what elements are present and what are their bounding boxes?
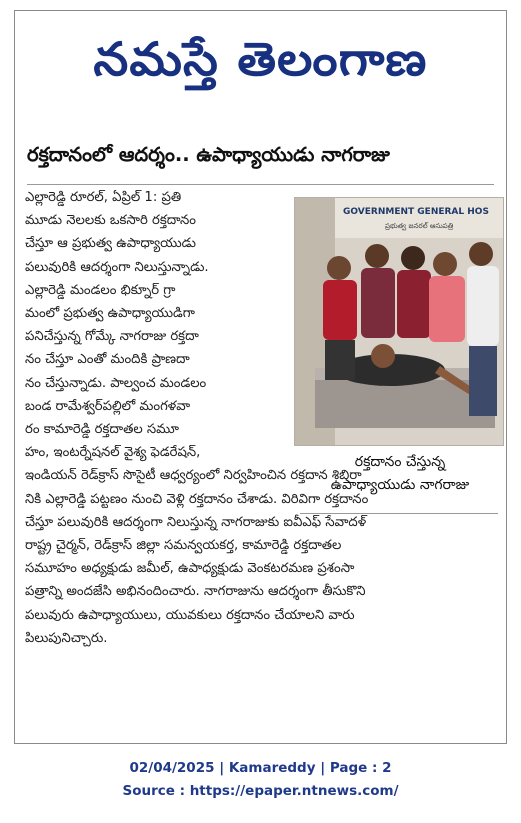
- blood-donation-photo: [295, 198, 504, 446]
- article-photo: [294, 197, 504, 446]
- footer-source-line: Source : https://epaper.ntnews.com/: [122, 783, 399, 799]
- article-text-line: మంలో ప్రభుత్వ ఉపాధ్యాయుడిగా: [25, 306, 195, 321]
- newspaper-clipping: [14, 10, 507, 744]
- article-text-line: చేస్తూ ఆ ప్రభుత్వ ఉపాధ్యాయుడు: [25, 236, 196, 252]
- article-text-line: పలువురు ఉపాధ్యాయులు, యువకులు రక్తదానం చేయాలని వారు: [25, 607, 355, 623]
- article-text-line: మూడు నెలలకు ఒకసారి రక్తదానం: [25, 213, 196, 229]
- photo-caption-line-2: ఉపాధ్యాయుడు నాగరాజు: [330, 477, 470, 493]
- footer-date-line: 02/04/2025 | Kamareddy | Page : 2: [129, 760, 392, 776]
- photo-caption-line-1: రక్తదానం చేస్తున్న: [354, 454, 446, 470]
- article-text-line: నం చేస్తున్నాడు. పాల్వంచ మండలం: [25, 375, 207, 391]
- hospital-sign-subtext: ప్రభుత్వ జనరల్ ఆసుపత్రి: [385, 222, 454, 230]
- article-text-line: బండ రామేశ్వర్‌పల్లిలో మంగళవా: [25, 398, 191, 414]
- photo-caption: [300, 451, 500, 497]
- article-text-line: పనిచేస్తున్న గోమ్కే నాగరాజు రక్తదా: [25, 329, 199, 345]
- caption-divider: [300, 513, 498, 514]
- headline-divider: [27, 184, 494, 185]
- article-text-line: చేస్తూ పలువురికి ఆదర్శంగా నిలుస్తున్న నాగరాజుకు ఐవీఎఫ్ సేవాదళ్: [25, 514, 367, 530]
- article-text-line: పలువురికి ఆదర్శంగా నిలుస్తున్నాడు.: [25, 259, 209, 275]
- hospital-sign-text: GOVERNMENT GENERAL HOS: [343, 207, 489, 217]
- article-text-line: పిలుపునిచ్చారు.: [25, 630, 108, 646]
- article-text-line: రాష్ట్ర చైర్మన్, రెడ్‌క్రాస్ జిల్లా సమన్వయకర్త, కామారెడ్డి రక్తదాతల: [25, 538, 342, 553]
- article-headline: రక్తదానంలో ఆదర్శం.. ఉపాధ్యాయుడు నాగరాజు: [27, 143, 390, 166]
- article-text-line: ఇండియన్ రెడ్‌క్రాస్ సొసైటీ ఆధ్వర్యంలో నిర్వహించిన రక్తదాన శిబిరా: [25, 468, 362, 484]
- masthead-logo: నమస్తే తెలంగాణ: [93, 32, 428, 86]
- article-text-line: సమూహం అధ్యక్షుడు జమీల్, ఉపాధ్యక్షుడు వెంకటరమణ ప్రశంసా: [25, 561, 355, 577]
- article-text-line: ఎల్లారెడ్డి రూరల్, ఏప్రిల్ 1: ప్రతి: [25, 190, 182, 205]
- article-text-line: రం కామారెడ్డి రక్తదాతల సమూ: [25, 422, 179, 437]
- article-text-line: హం, ఇంటర్నేషనల్ వైశ్య ఫెడరేషన్,: [25, 445, 201, 461]
- article-text-line: నం చేస్తూ ఎంతో మందికి ప్రాణదా: [25, 352, 190, 368]
- article-text-line: పత్రాన్ని అందజేసి అభినందించారు. నాగరాజును ఆదర్శంగా తీసుకొని: [25, 584, 366, 600]
- article-text-line: ఎల్లారెడ్డి మండలం భిక్నూర్ గ్రా: [25, 282, 176, 298]
- article-text-line: నికి ఎల్లారెడ్డి పట్టణం నుంచి వెళ్లి రక్తదానం చేశాడు. విరివిగా రక్తదానం: [25, 491, 369, 507]
